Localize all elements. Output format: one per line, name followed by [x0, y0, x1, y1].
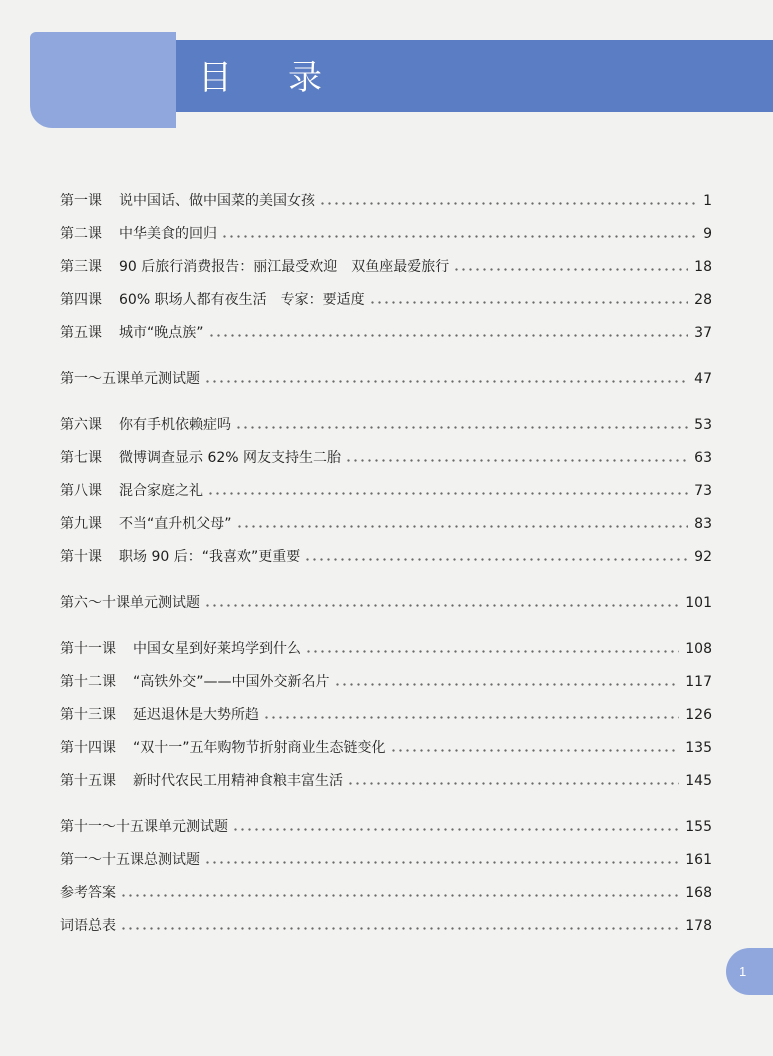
entry-title: 第一～十五课总测试题: [60, 851, 200, 868]
toc-entry: [60, 283, 712, 316]
entry-title: 混合家庭之礼: [119, 482, 203, 499]
entry-title: “双十一”五年购物节折射商业生态链变化: [133, 739, 386, 756]
toc-group: [60, 810, 712, 942]
page-number-badge: [726, 948, 773, 995]
lesson-number: 第十二课: [60, 673, 116, 690]
lesson-number: 第七课: [60, 449, 102, 466]
dot-leader: [453, 268, 688, 271]
dot-leader: [204, 380, 688, 383]
toc-entry: [60, 843, 712, 876]
lesson-number: 第八课: [60, 482, 102, 499]
dot-leader: [345, 459, 688, 462]
entry-title: 90 后旅行消费报告：丽江最受欢迎 双鱼座最爱旅行: [119, 258, 450, 275]
toc-entry: [60, 810, 712, 843]
dot-leader: [319, 202, 697, 205]
toc-entry: [60, 441, 712, 474]
toc-group: [60, 632, 712, 797]
table-of-contents: [60, 184, 712, 942]
lesson-number: 第十四课: [60, 739, 116, 756]
toc-entry: [60, 217, 712, 250]
toc-group: [60, 408, 712, 573]
page-number: 101: [685, 594, 712, 611]
header-tab: [30, 32, 176, 128]
toc-entry: [60, 250, 712, 283]
dot-leader: [207, 492, 688, 495]
toc-entry: [60, 408, 712, 441]
page-number: 63: [694, 449, 712, 466]
dot-leader: [304, 558, 688, 561]
toc-entry: [60, 362, 712, 395]
toc-entry: [60, 540, 712, 573]
toc-entry: [60, 909, 712, 942]
entry-title: 参考答案: [60, 884, 116, 901]
page-number-label: 1: [739, 964, 747, 979]
dot-leader: [347, 782, 679, 785]
lesson-number: 第一课: [60, 192, 102, 209]
dot-leader: [263, 716, 679, 719]
entry-title: 第六～十课单元测试题: [60, 594, 200, 611]
dot-leader: [334, 683, 680, 686]
dot-leader: [120, 927, 679, 930]
page-title: 目录: [198, 58, 378, 98]
entry-title: 说中国话、做中国菜的美国女孩: [119, 192, 315, 209]
lesson-number: 第六课: [60, 416, 102, 433]
entry-title: 不当“直升机父母”: [119, 515, 232, 532]
toc-entry: [60, 764, 712, 797]
dot-leader: [390, 749, 680, 752]
entry-title: “高铁外交”——中国外交新名片: [133, 673, 330, 690]
page-number: 18: [694, 258, 712, 275]
entry-title: 你有手机依赖症吗: [119, 416, 231, 433]
entry-title: 词语总表: [60, 917, 116, 934]
lesson-number: 第二课: [60, 225, 102, 242]
page-number: 126: [685, 706, 712, 723]
page-number: 108: [685, 640, 712, 657]
toc-entry: [60, 586, 712, 619]
dot-leader: [235, 426, 688, 429]
page-number: 117: [685, 673, 712, 690]
entry-title: 60% 职场人都有夜生活 专家：要适度: [119, 291, 365, 308]
lesson-number: 第三课: [60, 258, 102, 275]
page-number: 168: [685, 884, 712, 901]
page-number: 1: [703, 192, 712, 209]
page-number: 92: [694, 548, 712, 565]
entry-title: 微博调查显示 62% 网友支持生二胎: [119, 449, 342, 466]
page-number: 28: [694, 291, 712, 308]
page-number: 83: [694, 515, 712, 532]
entry-title: 第一～五课单元测试题: [60, 370, 200, 387]
entry-title: 延迟退休是大势所趋: [133, 706, 259, 723]
entry-title: 新时代农民工用精神食粮丰富生活: [133, 772, 343, 789]
page-number: 9: [703, 225, 712, 242]
lesson-number: 第四课: [60, 291, 102, 308]
dot-leader: [305, 650, 679, 653]
dot-leader: [236, 525, 689, 528]
toc-entry: [60, 507, 712, 540]
toc-entry: [60, 731, 712, 764]
toc-entry: [60, 698, 712, 731]
page-number: 53: [694, 416, 712, 433]
toc-group: [60, 586, 712, 619]
entry-title: 职场 90 后：“我喜欢”更重要: [119, 548, 301, 565]
dot-leader: [221, 235, 697, 238]
toc-entry: [60, 474, 712, 507]
page-number: 135: [685, 739, 712, 756]
toc-entry: [60, 316, 712, 349]
toc-group: [60, 362, 712, 395]
page-number: 145: [685, 772, 712, 789]
entry-title: 中国女星到好莱坞学到什么: [133, 640, 301, 657]
lesson-number: 第十三课: [60, 706, 116, 723]
page-number: 155: [685, 818, 712, 835]
dot-leader: [120, 894, 679, 897]
toc-entry: [60, 184, 712, 217]
lesson-number: 第九课: [60, 515, 102, 532]
page-number: 178: [685, 917, 712, 934]
lesson-number: 第五课: [60, 324, 102, 341]
dot-leader: [232, 828, 679, 831]
entry-title: 第十一～十五课单元测试题: [60, 818, 228, 835]
page-number: 161: [685, 851, 712, 868]
toc-group: [60, 184, 712, 349]
lesson-number: 第十五课: [60, 772, 116, 789]
dot-leader: [204, 861, 679, 864]
toc-entry: [60, 632, 712, 665]
entry-title: 中华美食的回归: [119, 225, 217, 242]
lesson-number: 第十一课: [60, 640, 116, 657]
entry-title: 城市“晚点族”: [119, 324, 204, 341]
toc-entry: [60, 665, 712, 698]
toc-entry: [60, 876, 712, 909]
dot-leader: [204, 604, 679, 607]
page-number: 37: [694, 324, 712, 341]
page-number: 47: [694, 370, 712, 387]
page-number: 73: [694, 482, 712, 499]
lesson-number: 第十课: [60, 548, 102, 565]
dot-leader: [369, 301, 689, 304]
dot-leader: [208, 334, 689, 337]
